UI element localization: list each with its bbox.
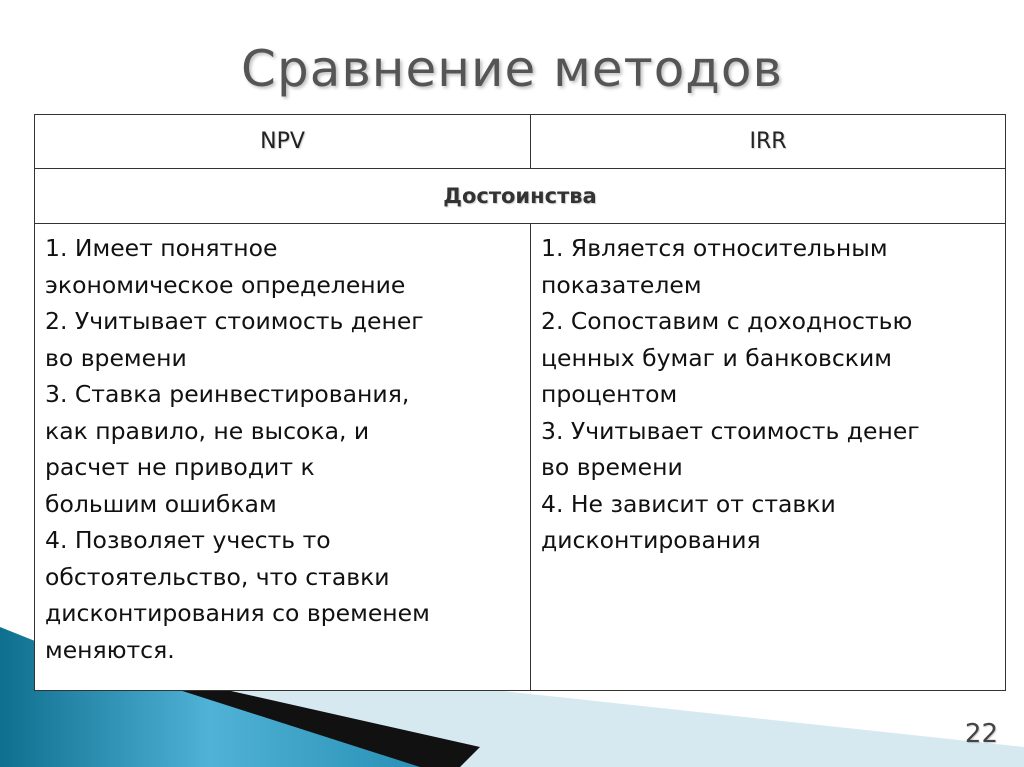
list-line: обстоятельство, что ставки (45, 562, 390, 591)
list-line: 2. Сопоставим с доходностью (541, 307, 913, 335)
slide-title: Сравнение методов (241, 40, 783, 98)
list-line: меняются. (45, 635, 175, 664)
header-irr: IRR (531, 115, 1006, 169)
npv-advantages-cell (35, 224, 531, 691)
irr-advantages-cell (531, 224, 1006, 691)
list-line: 4. Не зависит от ставки (541, 489, 836, 518)
section-advantages: Достоинства (35, 169, 1006, 224)
list-line: дисконтирования (541, 526, 761, 554)
list-line: 4. Позволяет учесть то (45, 526, 331, 554)
list-line: большим ошибкам (45, 489, 277, 518)
comparison-table (34, 114, 1006, 691)
list-line: показателем (541, 270, 702, 299)
list-line: во времени (541, 453, 683, 481)
list-line: во времени (45, 343, 187, 372)
list-line: 2. Учитывает стоимость денег (45, 307, 424, 335)
list-line: процентом (541, 380, 678, 408)
list-line: экономическое определение (45, 270, 406, 299)
list-line: как правило, не высока, и (45, 416, 370, 445)
list-line: 3. Ставка реинвестирования, (45, 380, 410, 408)
list-line: 1. Является относительным (541, 234, 888, 262)
list-line: дисконтирования со временем (45, 599, 430, 627)
header-npv: NPV (35, 115, 531, 169)
list-line: 3. Учитывает стоимость денег (541, 416, 920, 445)
list-line: ценных бумаг и банковским (541, 343, 892, 372)
list-line: расчет не приводит к (45, 453, 315, 481)
list-line: 1. Имеет понятное (45, 234, 278, 262)
page-number: 22 (964, 719, 998, 749)
